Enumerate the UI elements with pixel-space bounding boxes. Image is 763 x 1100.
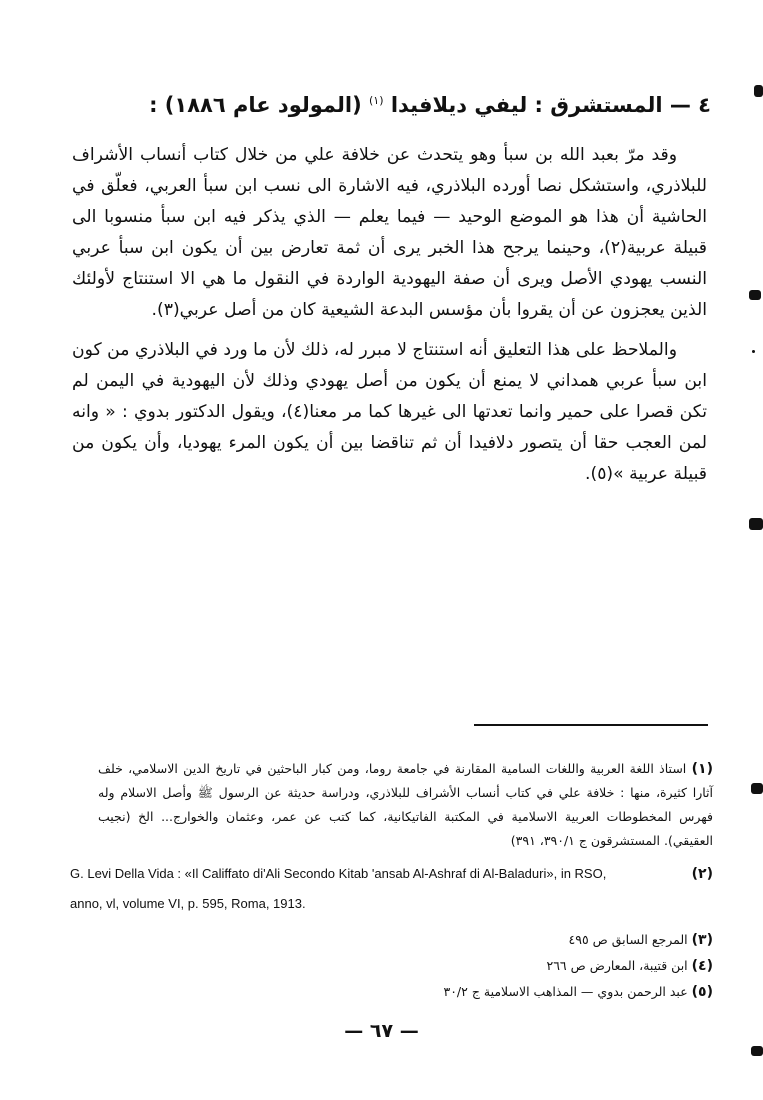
paragraph-1: وقد مرّ بعبد الله بن سبأ وهو يتحدث عن خلافة علي من خلال كتاب أنساب الأشراف للبلاذري، واستشكل نصا أورده البلاذري، فيه الاشارة الى نسب ابن سبأ العربي، فعلّق في الحاشية أن هذا هو الموضع الوحيد — فيما يعلم — الذي يذكر فيه ابن سبأ منسوبا الى قبيلة عربية(٢)، وحينما يرجح هذا الخبر يرى أن ثمة تعارض بين أن يكون ابن سبأ عربي النسب يهودي الأصل ويرى أن صفة اليهودية الواردة في النقول ما هي الا استنتاج لأولئك الذين يعجزون عن أن يقروا بأن مؤسس البدعة الشيعية كان من أصل عربي(٣). <box>72 145 708 320</box>
footnote-number: (٤) <box>691 958 713 974</box>
footnote-1 <box>98 757 713 853</box>
scan-mark <box>749 518 763 530</box>
scan-mark <box>752 350 755 353</box>
heading-birth: (المولود عام ١٨٨٦) : <box>149 93 362 117</box>
section-heading <box>111 85 711 121</box>
footnote-citation: G. Levi Della Vida : «Il Califfato di'Ali Secondo Kitab 'ansab Al-Ashraf di Al-Baladuri», in RSO, <box>70 866 607 881</box>
heading-number: ٤ <box>698 93 711 117</box>
footnote-4 <box>98 953 713 979</box>
footnote-3 <box>98 927 713 953</box>
scan-mark <box>749 290 761 300</box>
footnote-text: استاذ اللغة العربية واللغات السامية المقارنة في جامعة روما، ومن كبار الباحثين في تاريخ الدين الاسلامي، خلف آثارا كثيرة، منها : خلافة علي في كتاب أنساب الأشراف للبلاذري، ودراسة حديثة عن الرسول ﷺ وأصل الاسلام وله فهرس المخطوطات العربية الاسلامية في المكتبة الفاتيكانية، كما كتب عن عمر، وعثمان والخوارج... الخ (نجيب العقيقي). المستشرقون ج ٣٩٠/١، ٣٩١) <box>98 761 713 848</box>
footnote-2 <box>70 859 713 919</box>
scan-mark <box>751 783 763 794</box>
body-text <box>72 140 707 490</box>
heading-note-ref: (١) <box>369 94 384 107</box>
page-number: — ٦٧ — <box>344 1020 419 1042</box>
footnote-text: المرجع السابق ص ٤٩٥ <box>568 932 688 947</box>
footnote-number: (٥) <box>691 984 713 1000</box>
footnote-number: (٣) <box>691 932 713 948</box>
footnotes <box>70 757 713 1005</box>
paragraph-2: والملاحظ على هذا التعليق أنه استنتاج لا مبرر له، ذلك لأن ما ورد في البلاذري من كون ابن سبأ عربي همداني لا يمنع أن يكون من أصل يهودي وذلك لأن اليهودية في اليمن لم تكن قصرا على حمير وانما تعدتها الى غيرها كما مر معنا(٤)، ويقول الدكتور بدوي : « وانه لمن العجب حقا أن يتصور دلافيدا أن ثم تناقضا بين أن يكون المرء يهوديا، وأن يكون من قبيلة عربية »(٥). <box>72 340 708 484</box>
footnote-number: (١) <box>691 761 713 777</box>
footnote-text <box>70 859 686 919</box>
footnote-divider <box>474 724 708 726</box>
scan-mark <box>754 85 763 97</box>
heading-text: — المستشرق : ليفي ديلافيدا <box>390 93 691 117</box>
footnote-citation-cont: anno, vl, volume VI, p. 595, Roma, 1913. <box>70 896 306 911</box>
footnote-number: (٢) <box>691 866 713 882</box>
footnote-5 <box>98 979 713 1005</box>
footnote-text: ابن قتيبة، المعارض ص ٢٦٦ <box>546 958 688 973</box>
scan-mark <box>751 1046 763 1056</box>
footnote-text: عبد الرحمن بدوي — المذاهب الاسلامية ج ٣٠/٢ <box>443 984 688 999</box>
